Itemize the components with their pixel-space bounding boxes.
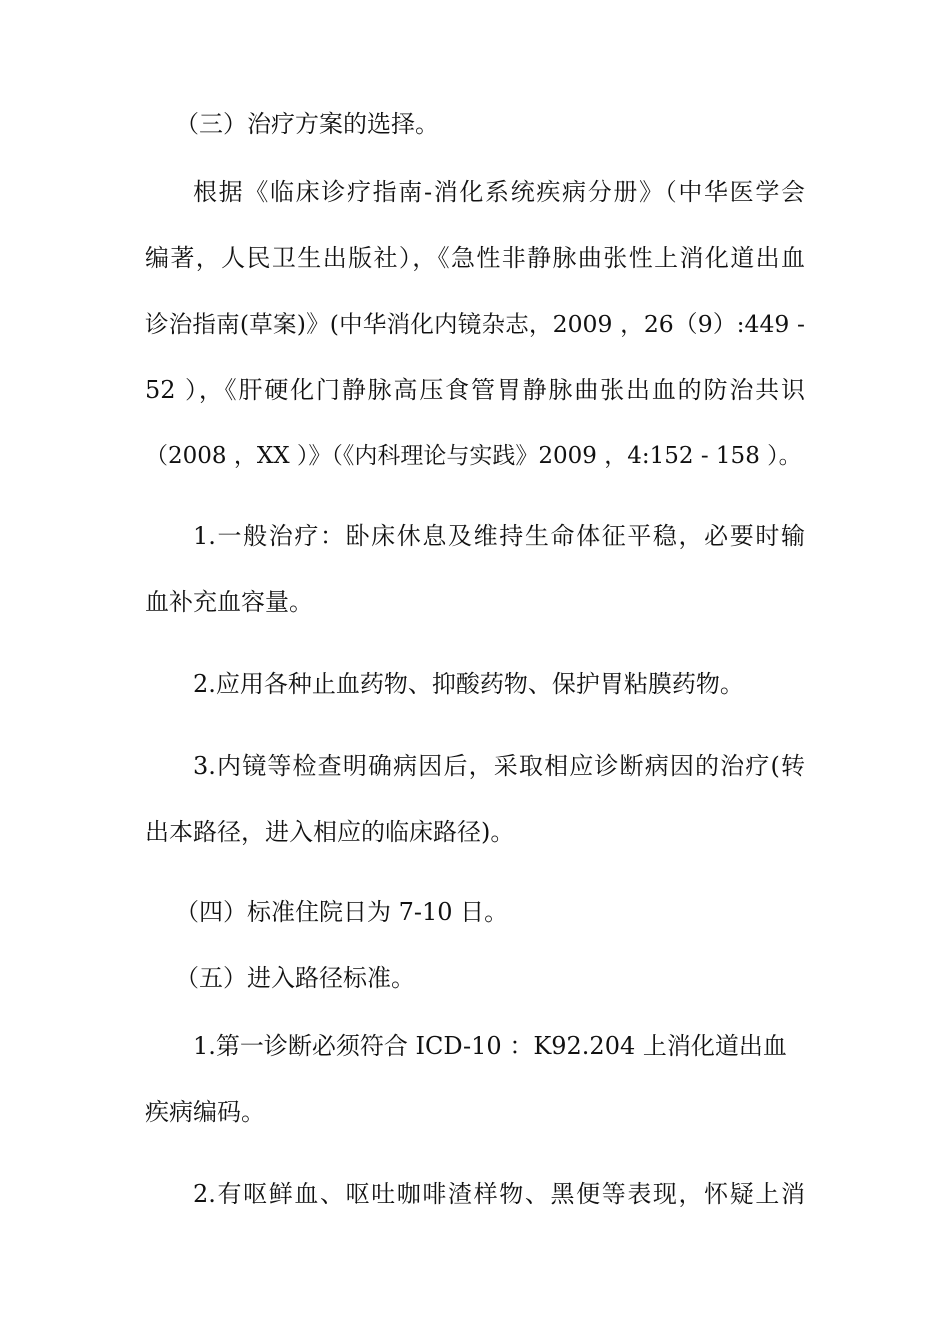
paragraph-line: 52 ），《肝硬化门静脉高压食管胃静脉曲张出血的防治共识 [145, 376, 805, 404]
list-item-3-cont: 出本路径，进入相应的临床路径)。 [145, 818, 515, 846]
list-item-1-cont: 血补充血容量。 [145, 588, 313, 616]
section-heading-3: （三）治疗方案的选择。 [175, 110, 439, 138]
section-heading-5: （五）进入路径标准。 [175, 964, 415, 992]
paragraph-line: （2008 ，XX ）》（《内科理论与实践》2009 ，4:152 - 158 ）。 [145, 443, 802, 469]
list-item-2: 2.应用各种止血药物、抑酸药物、保护胃粘膜药物。 [193, 670, 744, 698]
paragraph-line: 编著，人民卫生出版社），《急性非静脉曲张性上消化道出血 [145, 244, 805, 272]
paragraph-line: 根据《临床诊疗指南-消化系统疾病分册》（中华医学会 [193, 178, 805, 206]
criteria-item-2: 2.有呕鲜血、呕吐咖啡渣样物、黑便等表现，怀疑上消 [193, 1180, 805, 1208]
section-heading-4: （四）标准住院日为 7-10 日。 [175, 898, 509, 926]
criteria-item-1-cont: 疾病编码。 [145, 1098, 265, 1126]
list-item-1: 1.一般治疗：卧床休息及维持生命体征平稳，必要时输 [193, 522, 805, 550]
paragraph-line: 诊治指南(草案)》(中华消化内镜杂志，2009 ，26（9）:449 - [145, 310, 805, 338]
criteria-item-1: 1.第一诊断必须符合 ICD-10 ：K92.204 上消化道出血 [193, 1032, 787, 1060]
list-item-3: 3.内镜等检查明确病因后，采取相应诊断病因的治疗(转 [193, 752, 805, 780]
